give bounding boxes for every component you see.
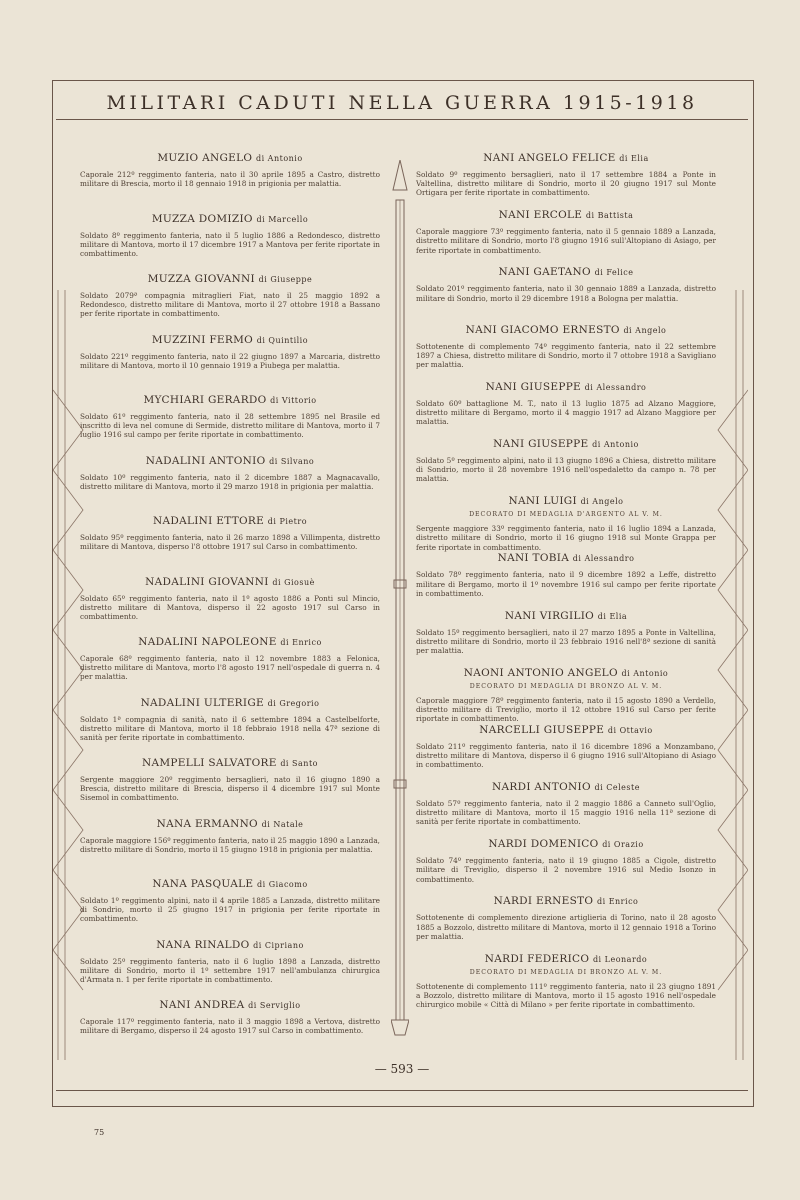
- entry: [80, 925, 380, 986]
- entry: [416, 939, 716, 1010]
- entry-name: NARCELLI GIUSEPPE di Ottavio: [479, 723, 653, 736]
- entry-name: NANI GIACOMO ERNESTO di Angelo: [465, 323, 667, 336]
- entry: [416, 310, 716, 367]
- entry: [80, 804, 380, 865]
- entry-name: NARDI FEDERICO di Leonardo: [484, 952, 648, 965]
- entry: [80, 743, 380, 804]
- entry-decoration: DECORATO DI MEDAGLIA DI BRONZO AL V. M.: [469, 682, 663, 690]
- entry-text: Sottotenente di complemento 111º reggimento fanteria, nato il 23 giugno 1891 a Bozzolo, distretto militare di Mantova, morto il 15 agosto 1916 nell'ospedale chirurgico mobile « Città di Milano » per ferite riportate in combattimento.: [416, 981, 716, 1010]
- entry-text: Soldato 61º reggimento fanteria, nato il 28 settembre 1895 nel Brasile ed inscritto di leva nel comune di Sermide, distretto militare di Mantova, morto il 7 luglio 1916 sul campo per ferite riportate in combattimento.: [80, 412, 380, 440]
- entry-text: Soldato 10º reggimento fanteria, nato il 2 dicembre 1887 a Magnacavallo, distretto militare di Mantova, morto il 29 marzo 1918 in prigionia per malattia.: [80, 472, 380, 491]
- entry: [80, 683, 380, 744]
- entry-text: Soldato 74º reggimento fanteria, nato il 19 giugno 1885 a Cigole, distretto militare di Treviglio, disperso il 2 novembre 1916 sul Medio Isonzo in combattimento.: [416, 856, 716, 884]
- entry: [80, 622, 380, 683]
- entry-text: Soldato 9º reggimento bersaglieri, nato il 17 settembre 1884 a Ponte in Valtellina, distretto militare di Sondrio, morto il 20 giugno 1917 sul Monte Ortigara per ferite riportate in combattimento.: [416, 170, 716, 198]
- entry: [80, 441, 380, 502]
- entry-name: NADALINI NAPOLEONE di Enrico: [138, 636, 322, 648]
- entry: [80, 138, 380, 199]
- entry-name: NADALINI ANTONIO di Silvano: [145, 454, 315, 467]
- entry-name: NANI GIUSEPPE di Alessandro: [485, 380, 647, 393]
- entry-text: Caporale maggiore 78º reggimento fanteria, nato il 15 agosto 1890 a Verdello, distretto militare di Treviglio, morto il 12 ottobre 1916 sul Carso per ferite riportate in combattimento.: [416, 695, 716, 724]
- entry-name: NADALINI ETTORE di Pietro: [152, 515, 308, 527]
- entry: [416, 767, 716, 827]
- page-title: MILITARI CADUTI NELLA GUERRA 1915-1918: [106, 92, 698, 114]
- entry-text: Soldato 221º reggimento fanteria, nato il 22 giugno 1897 a Marcaria, distretto militare di Mantova, morto il 10 gennaio 1919 a Piubega per malattia.: [80, 351, 380, 370]
- entry: [416, 481, 716, 552]
- entry-text: Soldato 1ª compagnia di sanità, nato il 6 settembre 1894 a Castelbelforte, distretto militare di Mantova, morto il 18 febbraio 1918 nella 47ª sezione di sanità per ferite riportate in combattimento.: [80, 714, 380, 742]
- entry: [80, 501, 380, 562]
- entry-name: NANA PASQUALE di Giacomo: [152, 878, 308, 890]
- entry-decoration: DECORATO DI MEDAGLIA D'ARGENTO AL V. M.: [469, 511, 663, 519]
- entry-name: MUZZA GIOVANNI di Giuseppe: [147, 273, 313, 285]
- entry: [80, 985, 380, 1046]
- entry-name: NAONI ANTONIO ANGELO di Antonio: [463, 666, 669, 679]
- entry-text: Soldato 57º reggimento fanteria, nato il 2 maggio 1886 a Canneto sull'Oglio, distretto militare di Mantova, morto il 15 maggio 1916 nella 11ª sezione di sanità per ferite riportate in combattimento.: [416, 799, 716, 827]
- entry-text: Caporale 68º reggimento fanteria, nato il 12 novembre 1883 a Felonica, distretto militare di Mantova, morto l'8 agosto 1917 nell'ospedale di guerra n. 4 per malattia.: [80, 654, 380, 682]
- central-fasces-ornament: [391, 160, 409, 1040]
- entry-name: NARDI ERNESTO di Enrico: [493, 895, 639, 908]
- entry-name: NARDI ANTONIO di Celeste: [492, 781, 640, 794]
- entry-name: NANI TOBIA di Alessandro: [497, 552, 635, 565]
- entry-text: Caporale 117º reggimento fanteria, nato il 3 maggio 1898 a Vertova, distretto militare di Bergamo, disperso il 24 agosto 1917 sul Carso in combattimento.: [80, 1017, 380, 1036]
- entry-text: Soldato 1º reggimento alpini, nato il 4 aprile 1885 a Lanzada, distretto militare di Sondrio, morto il 25 giugno 1917 in prigionia per ferite riportate in combattimento.: [80, 896, 380, 924]
- entry-text: Soldato 65º reggimento fanteria, nato il 1º agosto 1886 a Ponti sul Mincio, distretto militare di Mantova, disperso il 22 agosto 1917 sul Carso in combattimento.: [80, 593, 380, 621]
- entry: [416, 881, 716, 941]
- entry: [80, 864, 380, 925]
- entry-text: Sottotenente di complemento direzione artiglieria di Torino, nato il 28 agosto 1885 a Bozzolo, distretto militare di Mantova, morto il 12 gennaio 1918 a Torino per malattia.: [416, 913, 716, 941]
- entry-text: Soldato 25º reggimento fanteria, nato il 6 luglio 1898 a Lanzada, distretto militare di Sondrio, morto il 1º settembre 1917 nell'ambulanza chirurgica d'Armata n. 1 per ferite riportate in combattimento.: [80, 956, 380, 984]
- entry: [416, 596, 716, 653]
- entry-text: Soldato 201º reggimento fanteria, nato il 30 gennaio 1889 a Lanzada, distretto militare di Sondrio, morto il 29 dicembre 1918 a Bologna per malattia.: [416, 284, 716, 303]
- entry: [416, 252, 716, 309]
- entry-name: NADALINI GIOVANNI di Giosuè: [145, 575, 315, 588]
- entry-name: NADALINI ULTERIGE di Gregorio: [140, 696, 320, 709]
- entry-decoration: DECORATO DI MEDAGLIA DI BRONZO AL V. M.: [469, 968, 663, 976]
- entry-text: Soldato 15º reggimento bersaglieri, nato il 27 marzo 1895 a Ponte in Valtellina, distretto militare di Sondrio, morto il 23 febbraio 1916 nell'8ª sezione di sanità per malattia.: [416, 627, 716, 655]
- entry: [80, 320, 380, 381]
- entry-text: Soldato 5º reggimento alpini, nato il 13 giugno 1896 a Chiesa, distretto militare di Sondrio, morto il 28 novembre 1916 nell'ospedaletto da campo n. 78 per malattia.: [416, 455, 716, 484]
- entry-text: Caporale 212º reggimento fanteria, nato il 30 aprile 1895 a Castro, distretto militare di Brescia, morto il 18 gennaio 1918 in prigionia per malattia.: [80, 170, 380, 189]
- entry-text: Soldato 95º reggimento fanteria, nato il 26 marzo 1898 a Villimpenta, distretto militare di Mantova, disperso l'8 ottobre 1917 sul Carso in combattimento.: [80, 533, 380, 552]
- entry: [416, 824, 716, 884]
- page-number: — 593 —: [374, 1062, 430, 1076]
- entry-name: NANI ERCOLE di Battista: [498, 209, 634, 222]
- left-column: [80, 138, 380, 1046]
- entry-text: Soldato 60º battaglione M. T., nato il 13 luglio 1875 ad Alzano Maggiore, distretto militare di Bergamo, morto il 4 maggio 1917 ad Alzano Maggiore per malattia.: [416, 398, 716, 427]
- entry: [80, 259, 380, 320]
- entry-name: MUZZA DOMIZIO di Marcello: [151, 212, 309, 225]
- entry-name: MYCHIARI GERARDO di Vittorio: [143, 394, 317, 406]
- entry-text: Caporale maggiore 73º reggimento fanteria, nato il 5 gennaio 1889 a Lanzada, distretto militare di Sondrio, morto l'8 giugno 1916 sull'Altopiano di Asiago, per ferite riportate in combattimento.: [416, 227, 716, 255]
- entry-text: Caporale maggiore 156º reggimento fanteria, nato il 25 maggio 1890 a Lanzada, distretto militare di Sondrio, morto il 15 giugno 1918 in prigionia per malattia.: [80, 835, 380, 854]
- entry-name: NANI ANGELO FELICE di Elia: [483, 152, 649, 164]
- footer-rule: [56, 1090, 748, 1091]
- entry-name: NAMPELLI SALVATORE di Santo: [142, 757, 318, 769]
- entry-text: Soldato 2079ª compagnia mitraglieri Fiat, nato il 25 maggio 1892 a Redondesco, distretto militare di Mantova, morto il 27 ottobre 1918 a Bassano per ferite riportate in combattimento.: [80, 291, 380, 319]
- right-column: [416, 138, 716, 1010]
- entry: [80, 562, 380, 623]
- entry: [80, 199, 380, 260]
- entry-name: MUZIO ANGELO di Antonio: [157, 152, 303, 164]
- entry-name: NANI GAETANO di Felice: [498, 266, 634, 279]
- entry: [416, 138, 716, 198]
- entry-name: NANA RINALDO di Cipriano: [156, 938, 304, 951]
- entry-name: NANI GIUSEPPE di Antonio: [493, 437, 639, 450]
- entry-name: NARDI DOMENICO di Orazio: [488, 838, 644, 851]
- entry-text: Soldato 8º reggimento fanteria, nato il 5 luglio 1886 a Redondesco, distretto militare di Mantova, morto il 17 dicembre 1917 a Mantova per ferite riportate in combattimento.: [80, 230, 380, 258]
- entry: [416, 367, 716, 427]
- entry-name: NANI ANDREA di Serviglio: [159, 999, 301, 1011]
- entry: [416, 195, 716, 255]
- entry-text: Soldato 78º reggimento fanteria, nato il 9 dicembre 1892 a Leffe, distretto militare di Bergamo, morto il 1º novembre 1916 sul campo per ferite riportate in combattimento.: [416, 570, 716, 598]
- entry: [416, 424, 716, 484]
- entry-name: MUZZINI FERMO di Quintilio: [151, 333, 309, 346]
- entry-text: Sergente maggiore 33º reggimento fanteria, nato il 16 luglio 1894 a Lanzada, distretto militare di Sondrio, morto il 16 giugno 1918 sul Monte Grappa per ferite riportate in combattimento.: [416, 524, 716, 552]
- entry-name: NANI VIRGILIO di Elia: [504, 609, 628, 622]
- entry: [416, 653, 716, 724]
- entry-name: NANI LUIGI di Angelo: [508, 495, 624, 508]
- entry-text: Sottotenente di complemento 74º reggimento fanteria, nato il 22 settembre 1897 a Chiesa, distretto militare di Sondrio, morto il 7 ottobre 1918 a Savigliano per malattia.: [416, 341, 716, 369]
- entry: [80, 380, 380, 441]
- entry-name: NANA ERMANNO di Natale: [156, 817, 304, 830]
- entry-text: Soldato 211º reggimento fanteria, nato il 16 dicembre 1896 a Monzambano, distretto militare di Mantova, disperso il 6 giugno 1916 sull'Altopiano di Asiago in combattimento.: [416, 741, 716, 770]
- folio-number: 75: [94, 1128, 105, 1137]
- entry-text: Sergente maggiore 20º reggimento bersaglieri, nato il 16 giugno 1890 a Brescia, distretto militare di Brescia, disperso il 4 dicembre 1917 sul Monte Sisemol in combattimento.: [80, 775, 380, 803]
